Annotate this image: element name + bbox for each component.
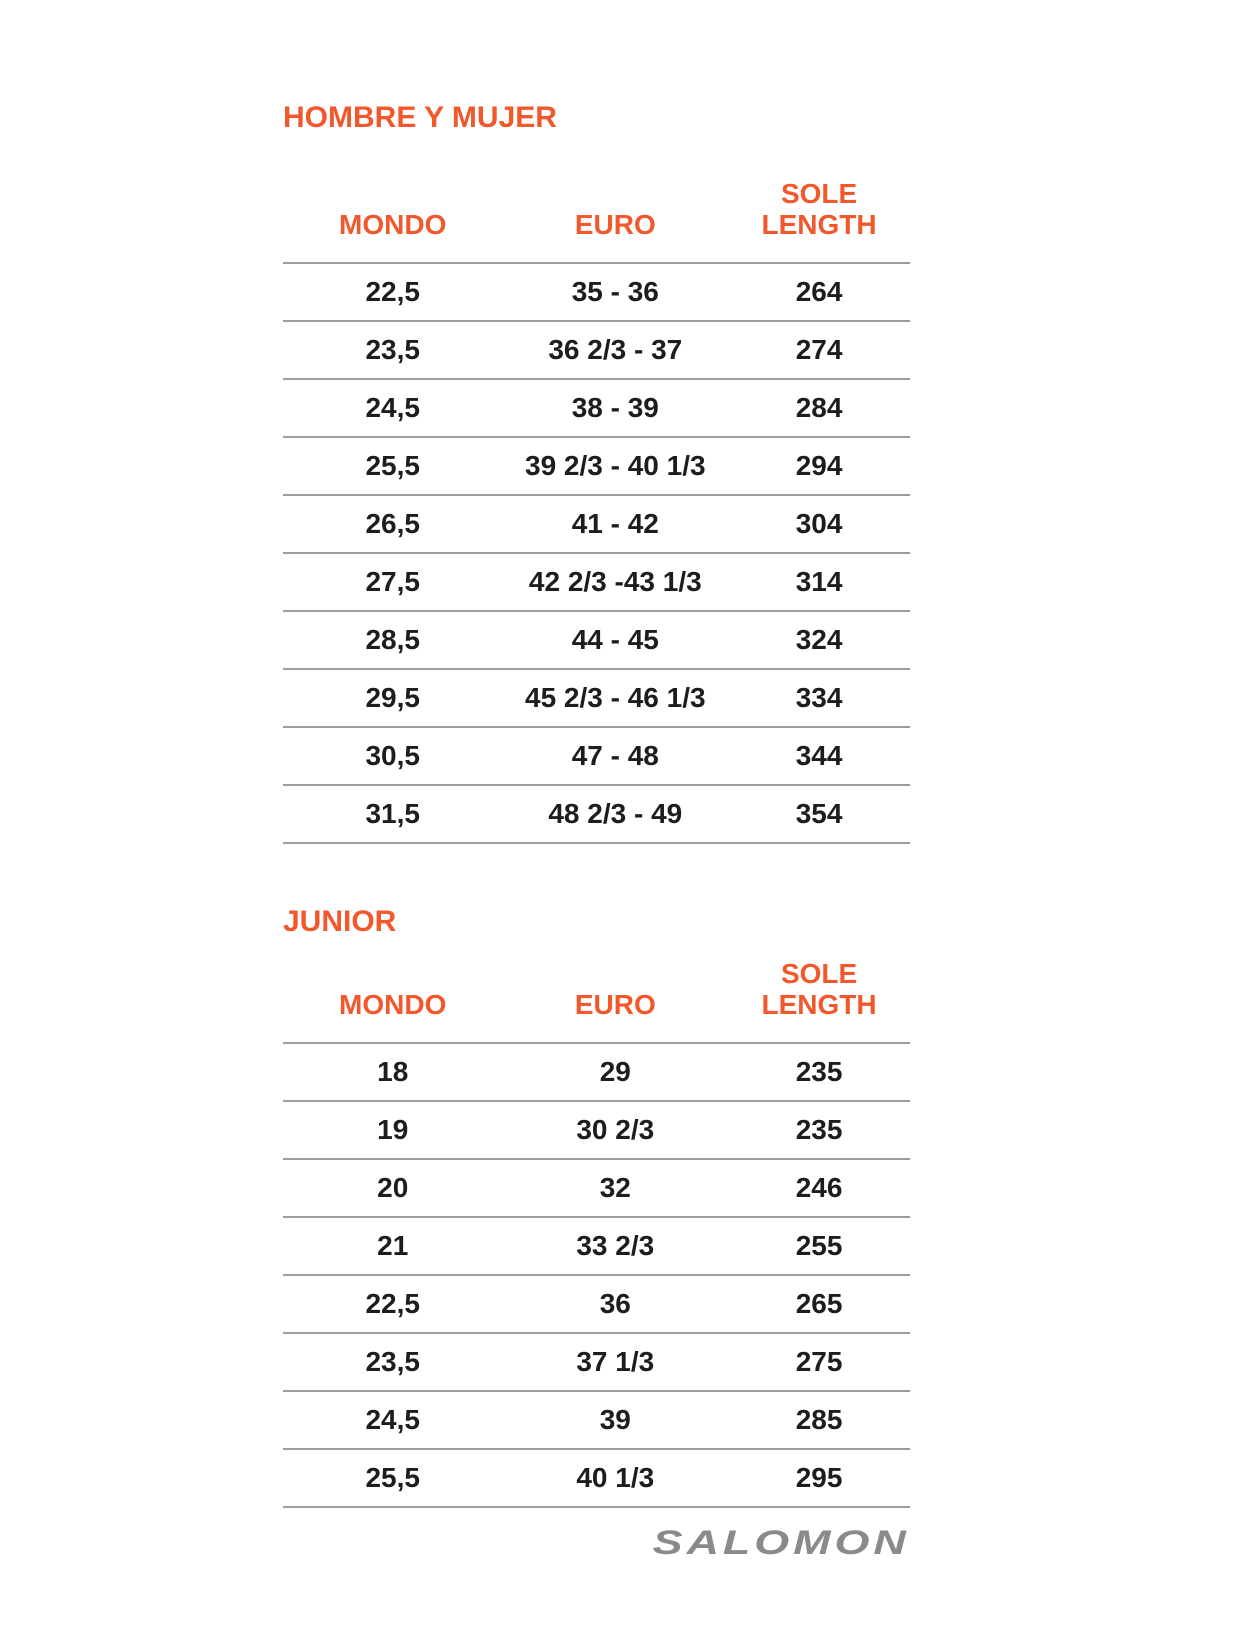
cell: 35 - 36 bbox=[502, 263, 728, 321]
table-row bbox=[283, 553, 910, 611]
cell: 39 2/3 - 40 1/3 bbox=[502, 437, 728, 495]
column-header-sole-length: SOLE LENGTH bbox=[728, 130, 910, 263]
table-row bbox=[283, 1043, 910, 1101]
cell: 265 bbox=[728, 1275, 910, 1333]
table-row bbox=[283, 727, 910, 785]
table-row bbox=[283, 1275, 910, 1333]
table-row bbox=[283, 1217, 910, 1275]
cell: 18 bbox=[283, 1043, 502, 1101]
column-header-euro: EURO bbox=[502, 130, 728, 263]
table-row bbox=[283, 1101, 910, 1159]
cell: 324 bbox=[728, 611, 910, 669]
cell: 40 1/3 bbox=[502, 1449, 728, 1507]
section-title-junior: JUNIOR bbox=[283, 904, 397, 938]
table-row bbox=[283, 611, 910, 669]
size-table-adult bbox=[283, 130, 910, 844]
cell: 25,5 bbox=[283, 1449, 502, 1507]
cell: 22,5 bbox=[283, 263, 502, 321]
table-row bbox=[283, 379, 910, 437]
cell: 47 - 48 bbox=[502, 727, 728, 785]
cell: 22,5 bbox=[283, 1275, 502, 1333]
column-header-mondo: MONDO bbox=[283, 130, 502, 263]
cell: 28,5 bbox=[283, 611, 502, 669]
cell: 25,5 bbox=[283, 437, 502, 495]
cell: 38 - 39 bbox=[502, 379, 728, 437]
cell: 284 bbox=[728, 379, 910, 437]
cell: 285 bbox=[728, 1391, 910, 1449]
cell: 235 bbox=[728, 1043, 910, 1101]
cell: 264 bbox=[728, 263, 910, 321]
table-row bbox=[283, 321, 910, 379]
cell: 334 bbox=[728, 669, 910, 727]
section-title-hombre-y-mujer: HOMBRE Y MUJER bbox=[283, 100, 557, 134]
cell: 36 bbox=[502, 1275, 728, 1333]
cell: 275 bbox=[728, 1333, 910, 1391]
column-header-sole-length: SOLE LENGTH bbox=[728, 910, 910, 1043]
cell: 255 bbox=[728, 1217, 910, 1275]
cell: 294 bbox=[728, 437, 910, 495]
cell: 21 bbox=[283, 1217, 502, 1275]
cell: 48 2/3 - 49 bbox=[502, 785, 728, 843]
header-row bbox=[283, 130, 910, 263]
cell: 30,5 bbox=[283, 727, 502, 785]
cell: 36 2/3 - 37 bbox=[502, 321, 728, 379]
cell: 295 bbox=[728, 1449, 910, 1507]
cell: 29,5 bbox=[283, 669, 502, 727]
cell: 33 2/3 bbox=[502, 1217, 728, 1275]
table-row bbox=[283, 1159, 910, 1217]
cell: 304 bbox=[728, 495, 910, 553]
cell: 29 bbox=[502, 1043, 728, 1101]
cell: 39 bbox=[502, 1391, 728, 1449]
salomon-logo: SALOMON bbox=[652, 1524, 910, 1562]
cell: 344 bbox=[728, 727, 910, 785]
table-row bbox=[283, 1391, 910, 1449]
table-row bbox=[283, 437, 910, 495]
cell: 314 bbox=[728, 553, 910, 611]
cell: 24,5 bbox=[283, 1391, 502, 1449]
cell: 26,5 bbox=[283, 495, 502, 553]
cell: 45 2/3 - 46 1/3 bbox=[502, 669, 728, 727]
cell: 31,5 bbox=[283, 785, 502, 843]
cell: 23,5 bbox=[283, 321, 502, 379]
cell: 20 bbox=[283, 1159, 502, 1217]
column-header-euro: EURO bbox=[502, 910, 728, 1043]
cell: 37 1/3 bbox=[502, 1333, 728, 1391]
cell: 246 bbox=[728, 1159, 910, 1217]
cell: 354 bbox=[728, 785, 910, 843]
cell: 30 2/3 bbox=[502, 1101, 728, 1159]
table-row bbox=[283, 495, 910, 553]
table-row bbox=[283, 1449, 910, 1507]
column-header-mondo: MONDO bbox=[283, 910, 502, 1043]
cell: 42 2/3 -43 1/3 bbox=[502, 553, 728, 611]
cell: 19 bbox=[283, 1101, 502, 1159]
size-table-junior bbox=[283, 910, 910, 1508]
cell: 274 bbox=[728, 321, 910, 379]
cell: 44 - 45 bbox=[502, 611, 728, 669]
cell: 235 bbox=[728, 1101, 910, 1159]
cell: 27,5 bbox=[283, 553, 502, 611]
table-row bbox=[283, 263, 910, 321]
table-row bbox=[283, 1333, 910, 1391]
cell: 23,5 bbox=[283, 1333, 502, 1391]
cell: 24,5 bbox=[283, 379, 502, 437]
header-row bbox=[283, 910, 910, 1043]
table-row bbox=[283, 785, 910, 843]
cell: 41 - 42 bbox=[502, 495, 728, 553]
table-row bbox=[283, 669, 910, 727]
cell: 32 bbox=[502, 1159, 728, 1217]
